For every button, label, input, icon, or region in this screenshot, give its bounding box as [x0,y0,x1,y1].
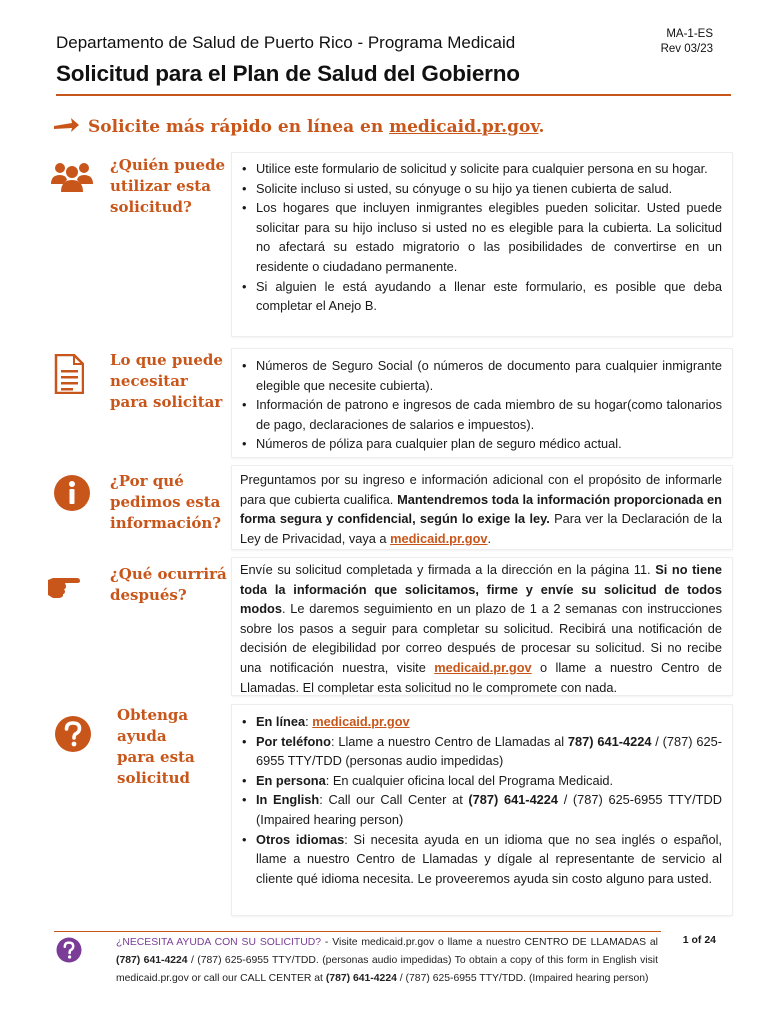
help-label: Obtenga ayuda para esta solicitud [117,706,195,787]
status-link[interactable]: medicaid.pr.gov [434,659,532,675]
document-icon [54,354,84,399]
list-item: • Los hogares que incluyen inmigrantes elegibles pueden solicitar. Usted puede solicitar para su hijo incluso si usted no es elegible para la cubierta. La solicitud no afectará su estado migratorio o las posibilidades de convertirse en un residente o ciudadano permanente. [236,198,722,276]
footer-lead: ¿NECESITA AYUDA CON SU SOLICITUD? [116,937,322,948]
who-box [232,153,732,336]
who-label: ¿Quién puede utilizar esta solicitud? [110,156,226,216]
form-code-id: MA-1-ES [666,28,713,40]
list-item: • Información de patrono e ingresos de cada miembro de su hogar(como talonarios de pago, declaraciones de salarios e impuestos). [236,395,722,434]
list-item: • In English: Call our Call Center at (787) 641-4224 / (787) 625-6955 TTY/TDD (Impaired hearing person) [236,790,722,829]
page-number: 1 of 24 [682,934,716,946]
title-divider [56,94,731,96]
footer-help-text: ¿NECESITA AYUDA CON SU SOLICITUD? - Visite medicaid.pr.gov o llame a nuestro CENTRO DE LLAMADAS al (787) 641-4224 / (787) 625-6955 TTY/TDD. (personas audio impedidas) To obtain a copy of this form in English visit medicaid.pr.gov or call our CALL CENTER at (787) 641-4224 / (787) 625-6955 TTY/TDD. (Impaired hearing person) [116,937,658,984]
people-icon [50,160,94,199]
list-item: • Utilice este formulario de solicitud y solicite para cualquier persona en su hogar. [236,159,722,179]
why-text: Preguntamos por su ingreso e información adicional con el propósito de informarle para que cubierta cualifica. Mantendremos toda la información proporcionada en forma segura y confidencial, según lo exige la ley. Para ver la Declaración de la Ley de Privacidad, vaya a medicaid.pr.gov. [240,472,722,546]
pointing-hand-icon [47,573,81,604]
help-box [232,705,732,915]
list-item: • Solicite incluso si usted, su cónyuge o su hijo ya tienen cubierta de salud. [236,179,722,199]
need-box [232,349,732,457]
need-label: Lo que puede necesitar para solicitar [110,351,223,411]
next-box [232,558,732,695]
footer-divider [54,931,661,932]
form-revision: Rev 03/23 [660,43,713,55]
why-box [232,466,732,549]
question-icon [54,715,92,758]
form-code [661,27,713,57]
list-item: • Si alguien le está ayudando a llenar este formulario, es posible que deba completar el Anejo B. [236,277,722,316]
list-item: • En línea: medicaid.pr.gov [236,712,722,732]
list-item: • Números de póliza para cualquier plan de seguro médico actual. [236,434,722,454]
help-online-link[interactable]: medicaid.pr.gov [312,714,410,729]
why-label: ¿Por qué pedimos esta información? [110,472,222,532]
next-label: ¿Qué ocurrirá después? [110,565,227,604]
list-item: • Por teléfono: Llame a nuestro Centro de Llamadas al 787) 641-4224 / (787) 625-6955 TTY/TDD (personas audio impedidas) [236,732,722,771]
page-title: Solicitud para el Plan de Salud del Gobierno [56,61,520,86]
list-item: • Números de Seguro Social (o números de documento para cualquier inmigrante elegible que necesite cubierta). [236,356,722,395]
info-icon [53,474,91,517]
privacy-link[interactable]: medicaid.pr.gov [390,530,488,546]
help-question-icon [56,937,82,968]
arrow-icon [52,116,80,139]
online-link[interactable]: medicaid.pr.gov [389,117,539,137]
list-item: • En persona: En cualquier oficina local del Programa Medicaid. [236,771,722,791]
next-text: Envíe su solicitud completada y firmada a la dirección en la página 11. Si no tiene toda la información que solicitamos, firme y envíe su solicitud de todos modos. Le daremos seguimiento en un plazo de 1 a 2 semanas con instrucciones sobre los pasos a seguir para completar su solicitud. Recibirá una notificación de decisión de elegibilidad por correo después de procesar su solicitud. Si no recibe una notificación nuestra, visite medicaid.pr.gov o llame a nuestro Centro de Llamadas. El completar esta solicitud no le compromete con nada. [240,562,723,695]
online-banner [52,114,544,140]
department-header: Departamento de Salud de Puerto Rico - Programa Medicaid [56,33,516,52]
list-item: • Otros idiomas: Si necesita ayuda en un idioma que no sea inglés o español, llame a nuestro Centro de Llamadas y dígale al representante de servicio al cliente qué idioma necesita. Le proveeremos ayuda sin costo alguno para usted. [236,830,722,889]
online-text: Solicite más rápido en línea en medicaid.pr.gov. [88,117,545,137]
